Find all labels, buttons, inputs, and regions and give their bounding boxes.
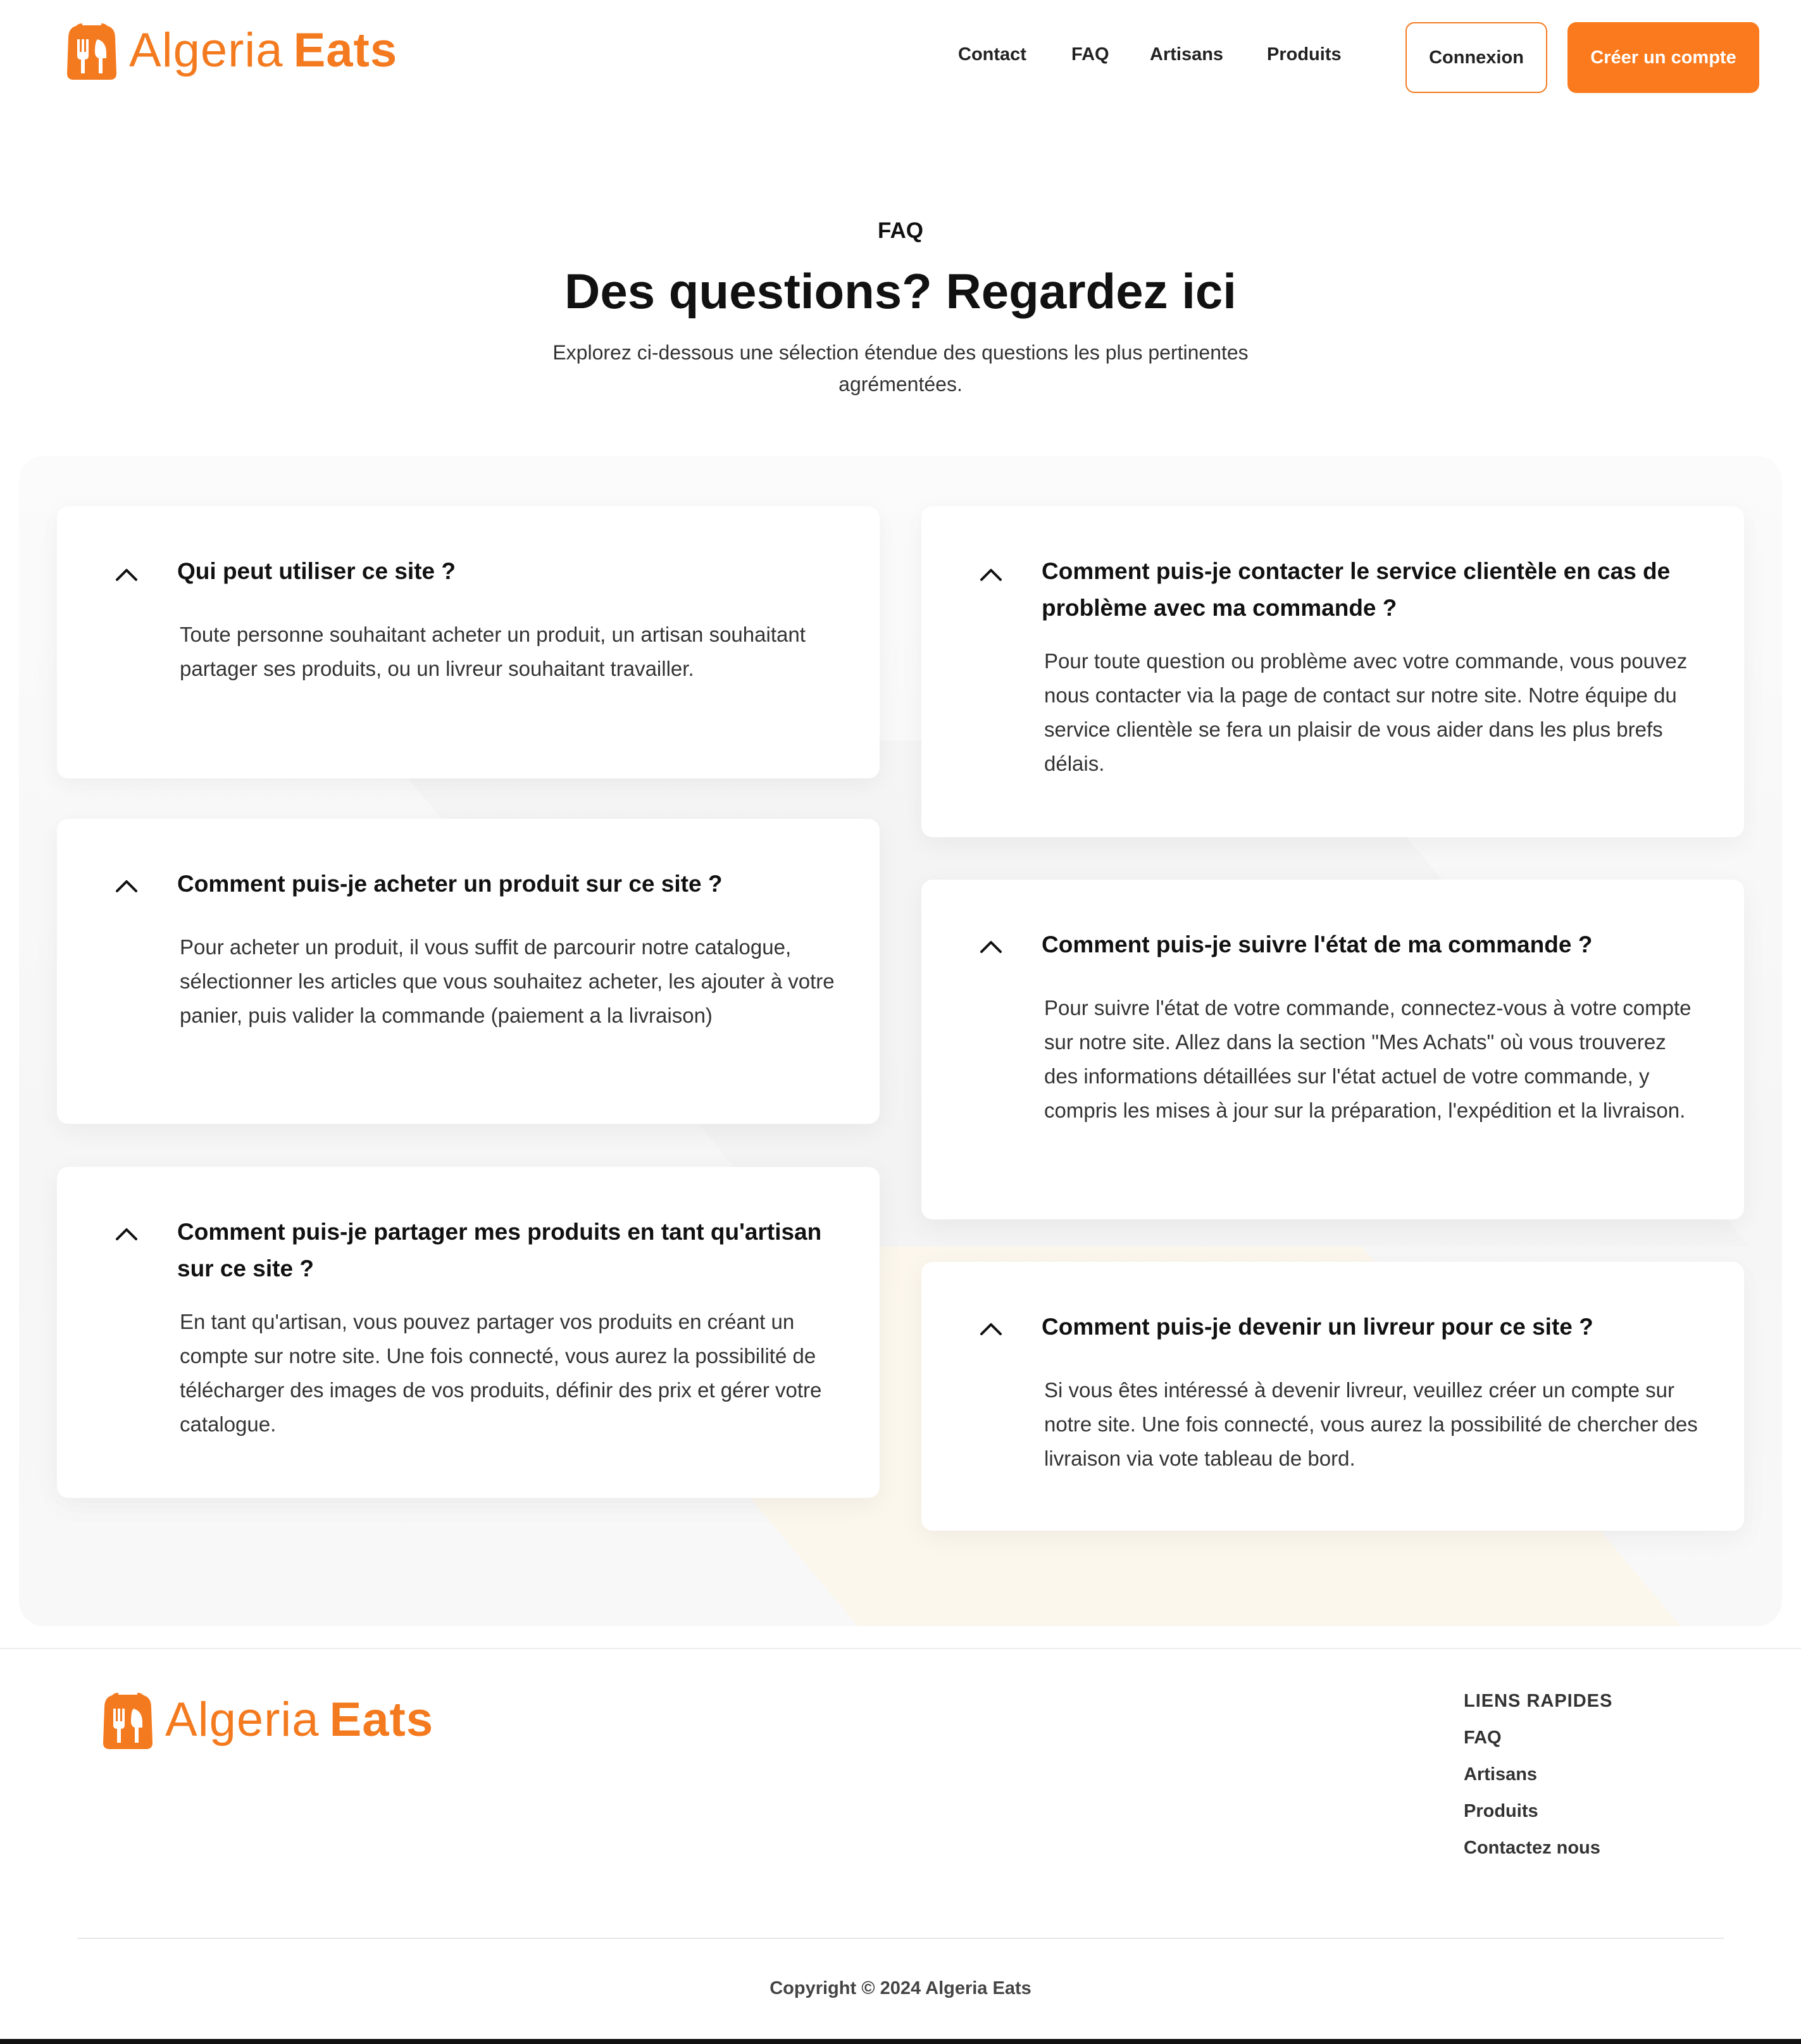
faq-answer: En tant qu'artisan, vous pouvez partager vos produits en créant un compte sur notre site. Une fois connecté, vous aurez la possibilité de télécharger des images de vos produits, définir des prix et gérer votre catalogue. xyxy=(180,1310,822,1436)
footer-link-faq[interactable]: FAQ xyxy=(1464,1728,1502,1748)
faq-question[interactable]: Comment puis-je devenir un livreur pour ce site ? xyxy=(1042,1314,1593,1340)
brand-name xyxy=(165,1690,433,1750)
nav-link-contact[interactable]: Contact xyxy=(958,44,1026,65)
nav-link-faq[interactable]: FAQ xyxy=(1071,44,1109,65)
footer-links-heading: LIENS RAPIDES xyxy=(1464,1691,1613,1711)
footer-brand-logo[interactable] xyxy=(98,1690,433,1750)
nav-link-produits[interactable]: Produits xyxy=(1267,44,1342,65)
section-eyebrow: FAQ xyxy=(878,218,923,243)
faq-item[interactable] xyxy=(921,506,1744,837)
faq-question[interactable]: Qui peut utiliser ce site ? xyxy=(177,558,456,584)
brand-name-light: Algeria xyxy=(165,1693,320,1747)
chevron-up-icon[interactable] xyxy=(978,562,1004,587)
faq-answer: Toute personne souhaitant acheter un produit, un artisan souhaitant partager ses produits, ou un livreur souhaitant travailler. xyxy=(180,623,806,680)
faq-question[interactable]: Comment puis-je partager mes produits en tant qu'artisan sur ce site ? xyxy=(177,1219,822,1281)
faq-question[interactable]: Comment puis-je acheter un produit sur ce site ? xyxy=(177,871,723,897)
footer-quick-links xyxy=(1464,1691,1612,1874)
chevron-up-icon[interactable] xyxy=(978,1316,1004,1342)
chevron-up-icon[interactable] xyxy=(114,1221,139,1247)
faq-answer: Pour suivre l'état de votre commande, connectez-vous à votre compte sur notre site. Allez dans la section "Mes Achats" où vous trouverez des informations détaillées sur l'état actuel de votre commande, y compris les mises à jour sur la préparation, l'expédition et la livraison. xyxy=(1044,996,1692,1122)
copyright-text: Copyright © 2024 Algeria Eats xyxy=(770,1978,1031,1998)
footer-link-produits[interactable]: Produits xyxy=(1464,1801,1538,1821)
login-button[interactable]: Connexion xyxy=(1405,22,1547,93)
signup-button[interactable]: Créer un compte xyxy=(1567,22,1759,93)
brand-name xyxy=(129,20,397,81)
nav-link-artisans[interactable]: Artisans xyxy=(1150,44,1224,65)
page-title: Des questions? Regardez ici xyxy=(564,263,1237,319)
utensils-bag-icon xyxy=(98,1690,158,1750)
chevron-up-icon[interactable] xyxy=(114,873,139,899)
faq-question[interactable]: Comment puis-je suivre l'état de ma commande ? xyxy=(1042,932,1593,957)
footer-link-contact[interactable]: Contactez nous xyxy=(1464,1838,1600,1858)
brand-name-light: Algeria xyxy=(129,23,284,77)
faq-answer: Pour toute question ou problème avec votre commande, vous pouvez nous contacter via la page de contact sur notre site. Notre équipe du service clientèle se fera un plaisir de vous aider dans les plus brefs délais. xyxy=(1044,649,1688,775)
faq-item[interactable] xyxy=(921,1262,1744,1531)
utensils-bag-icon xyxy=(62,20,122,81)
footer-divider xyxy=(77,1938,1724,1939)
site-header xyxy=(0,0,1801,120)
faq-answer: Si vous êtes intéressé à devenir livreur, veuillez créer un compte sur notre site. Une fois connecté, vous aurez la possibilité de chercher des livraison via vote tableau de bord. xyxy=(1044,1378,1698,1470)
faq-answer: Pour acheter un produit, il vous suffit de parcourir notre catalogue, sélectionner les articles que vous souhaitez acheter, les ajouter à votre panier, puis valider la commande (paiement a la livraison) xyxy=(180,935,835,1027)
faq-item[interactable] xyxy=(57,819,880,1124)
faq-item[interactable] xyxy=(57,1167,880,1498)
footer-link-artisans[interactable]: Artisans xyxy=(1464,1764,1538,1785)
brand-name-bold: Eats xyxy=(329,1693,434,1747)
brand-logo[interactable] xyxy=(62,20,397,81)
chevron-up-icon[interactable] xyxy=(978,934,1004,959)
faq-item[interactable] xyxy=(57,506,880,778)
footer-top-border xyxy=(0,1648,1801,1649)
page-subtitle: Explorez ci-dessous une sélection étendue des questions les plus pertinentes agrémentées. xyxy=(552,341,1249,396)
faq-question[interactable]: Comment puis-je contacter le service clientèle en cas de problème avec ma commande ? xyxy=(1042,558,1671,621)
brand-name-bold: Eats xyxy=(293,23,398,77)
bottom-edge-bar xyxy=(0,2039,1801,2044)
chevron-up-icon[interactable] xyxy=(114,562,139,587)
faq-item[interactable] xyxy=(921,880,1744,1219)
